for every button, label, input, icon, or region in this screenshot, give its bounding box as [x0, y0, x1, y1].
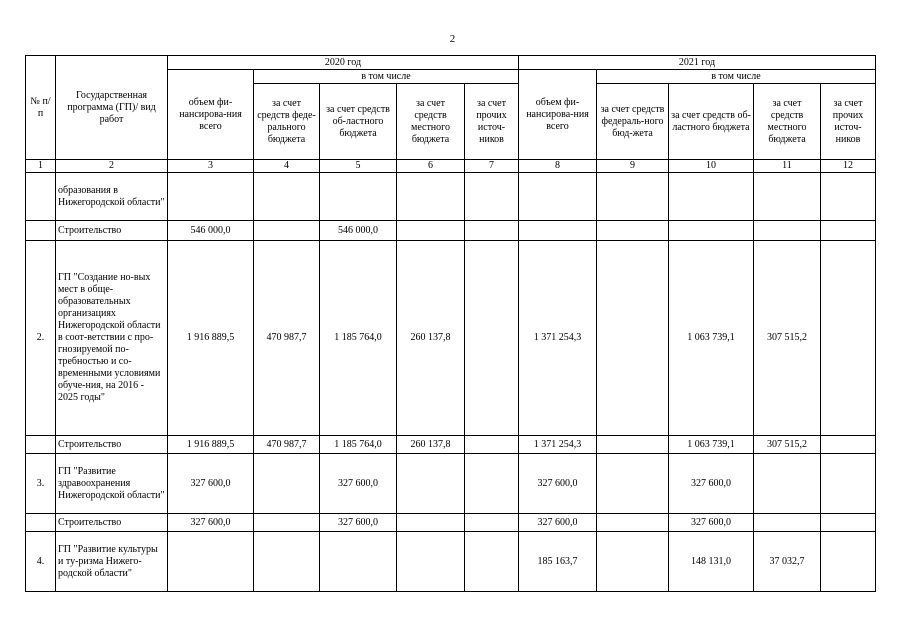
col-number: 2	[56, 160, 168, 173]
table-row	[26, 173, 876, 221]
cell-value: 327 600,0	[168, 514, 254, 532]
cell-value	[397, 454, 465, 514]
row-num: 4.	[26, 532, 56, 592]
cell-value: 1 185 764,0	[320, 436, 397, 454]
cell-value	[597, 221, 669, 241]
program-name: ГП "Развитие культуры и ту-ризма Нижего-родской области"	[56, 532, 168, 592]
cell-value	[519, 221, 597, 241]
cell-value	[597, 454, 669, 514]
cell-value	[397, 514, 465, 532]
cell-value	[754, 173, 821, 221]
row-num: 3.	[26, 454, 56, 514]
col-num-header: № п/п	[26, 56, 56, 160]
cell-value	[754, 514, 821, 532]
cell-value: 327 600,0	[320, 454, 397, 514]
cell-value: 1 063 739,1	[669, 436, 754, 454]
cell-value: 546 000,0	[168, 221, 254, 241]
cell-value	[821, 514, 876, 532]
cell-value: 1 063 739,1	[669, 241, 754, 436]
col-program-header: Государственная программа (ГП)/ вид работ	[56, 56, 168, 160]
cell-value: 185 163,7	[519, 532, 597, 592]
cell-value	[754, 221, 821, 241]
table-row	[26, 241, 876, 436]
cell-value	[397, 221, 465, 241]
cell-value: 470 987,7	[254, 241, 320, 436]
cell-value	[597, 173, 669, 221]
total-2020-header: объем фи-нансирова-ния всего	[168, 70, 254, 160]
year-2020-header: 2020 год	[168, 56, 519, 70]
cell-value	[254, 454, 320, 514]
cell-value	[465, 436, 519, 454]
row-num	[26, 436, 56, 454]
cell-value	[519, 173, 597, 221]
col-number: 11	[754, 160, 821, 173]
cell-value	[254, 221, 320, 241]
cell-value	[397, 173, 465, 221]
col-number: 6	[397, 160, 465, 173]
row-num	[26, 514, 56, 532]
cell-value	[597, 241, 669, 436]
cell-value	[254, 514, 320, 532]
cell-value	[254, 532, 320, 592]
cell-value: 327 600,0	[519, 514, 597, 532]
cell-value	[465, 532, 519, 592]
cell-value	[821, 173, 876, 221]
cell-value	[320, 173, 397, 221]
cell-value	[821, 241, 876, 436]
cell-value: 260 137,8	[397, 436, 465, 454]
col-number: 5	[320, 160, 397, 173]
col-number: 8	[519, 160, 597, 173]
program-name: образования в Нижегородской области"	[56, 173, 168, 221]
cell-value	[465, 241, 519, 436]
cell-value: 470 987,7	[254, 436, 320, 454]
page-number: 2	[449, 33, 456, 45]
col-number: 4	[254, 160, 320, 173]
including-2021-header: в том числе	[597, 70, 876, 84]
cell-value: 37 032,7	[754, 532, 821, 592]
regional-2021-header: за счет средств об-ластного бюджета	[669, 84, 754, 160]
cell-value	[669, 173, 754, 221]
cell-value	[669, 221, 754, 241]
cell-value	[254, 173, 320, 221]
cell-value: 307 515,2	[754, 241, 821, 436]
cell-value	[168, 173, 254, 221]
cell-value: 260 137,8	[397, 241, 465, 436]
cell-value: 1 371 254,3	[519, 436, 597, 454]
table-row	[26, 514, 876, 532]
cell-value: 327 600,0	[168, 454, 254, 514]
col-number: 1	[26, 160, 56, 173]
financing-table	[25, 55, 876, 592]
program-name: ГП "Создание но-вых мест в обще-образовательных организациях Нижегородской области в соот-ветствии с про-гнозируемой по-требностью и со-временными условиями обуче-ния, на 2016 - 2025 годы"	[56, 241, 168, 436]
total-2021-header: объем фи-нансирова-ния всего	[519, 70, 597, 160]
year-2021-header: 2021 год	[519, 56, 876, 70]
cell-value	[821, 532, 876, 592]
local-2021-header: за счет средств местного бюджета	[754, 84, 821, 160]
cell-value	[597, 532, 669, 592]
cell-value	[754, 454, 821, 514]
table-row	[26, 532, 876, 592]
other-2020-header: за счет прочих источ-ников	[465, 84, 519, 160]
cell-value	[465, 514, 519, 532]
including-2020-header: в том числе	[254, 70, 519, 84]
regional-2020-header: за счет средств об-ластного бюджета	[320, 84, 397, 160]
cell-value	[465, 173, 519, 221]
col-number: 12	[821, 160, 876, 173]
cell-value	[821, 454, 876, 514]
federal-2021-header: за счет средств федераль-ного бюд-жета	[597, 84, 669, 160]
federal-2020-header: за счет средств феде-рального бюджета	[254, 84, 320, 160]
table-row	[26, 221, 876, 241]
row-num: 2.	[26, 241, 56, 436]
col-number: 7	[465, 160, 519, 173]
cell-value: 327 600,0	[669, 454, 754, 514]
cell-value: 327 600,0	[519, 454, 597, 514]
row-num	[26, 221, 56, 241]
program-name: Строительство	[56, 436, 168, 454]
local-2020-header: за счет средств местного бюджета	[397, 84, 465, 160]
cell-value: 1 916 889,5	[168, 436, 254, 454]
col-number: 3	[168, 160, 254, 173]
cell-value	[465, 454, 519, 514]
cell-value: 307 515,2	[754, 436, 821, 454]
cell-value	[320, 532, 397, 592]
table-row	[26, 454, 876, 514]
program-name: ГП "Развитие здравоохранения Нижегородской области"	[56, 454, 168, 514]
cell-value	[397, 532, 465, 592]
cell-value: 327 600,0	[669, 514, 754, 532]
cell-value: 327 600,0	[320, 514, 397, 532]
cell-value	[597, 436, 669, 454]
cell-value	[168, 532, 254, 592]
table-row	[26, 436, 876, 454]
cell-value	[465, 221, 519, 241]
cell-value: 1 371 254,3	[519, 241, 597, 436]
col-number: 9	[597, 160, 669, 173]
cell-value	[821, 436, 876, 454]
cell-value: 546 000,0	[320, 221, 397, 241]
column-numbers-row	[26, 160, 876, 173]
cell-value: 1 916 889,5	[168, 241, 254, 436]
row-num	[26, 173, 56, 221]
other-2021-header: за счет прочих источ-ников	[821, 84, 876, 160]
cell-value	[821, 221, 876, 241]
cell-value: 1 185 764,0	[320, 241, 397, 436]
program-name: Строительство	[56, 514, 168, 532]
program-name: Строительство	[56, 221, 168, 241]
cell-value	[597, 514, 669, 532]
cell-value: 148 131,0	[669, 532, 754, 592]
col-number: 10	[669, 160, 754, 173]
